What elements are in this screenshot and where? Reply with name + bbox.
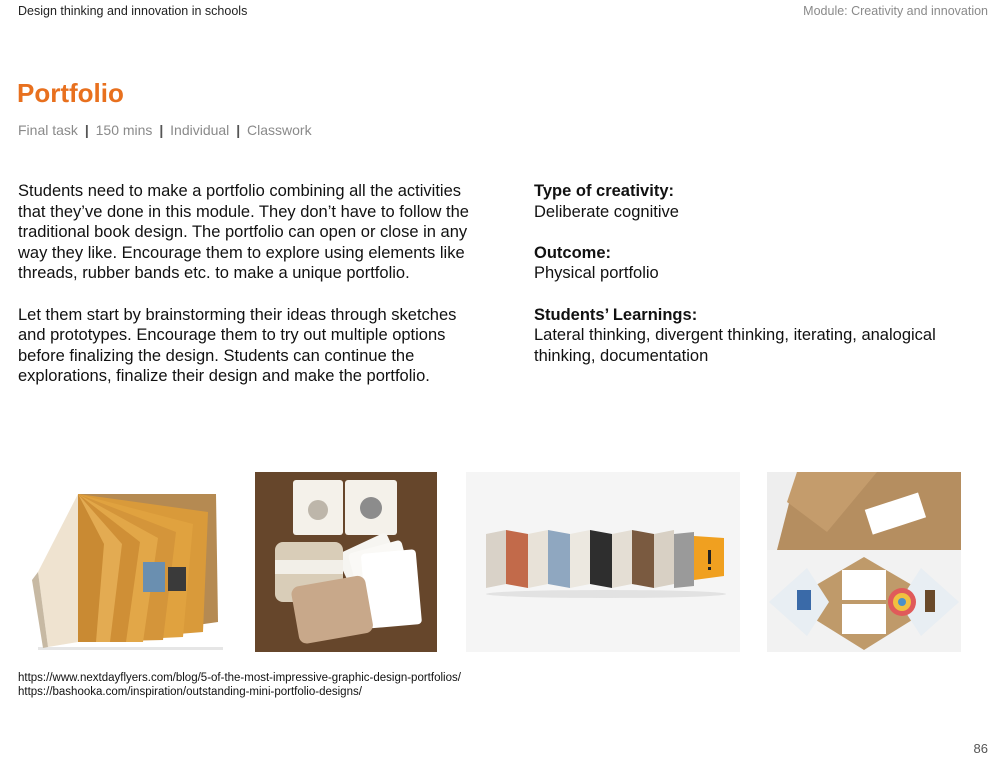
task-details	[534, 181, 984, 387]
header-course-title: Design thinking and innovation in schools	[18, 4, 248, 18]
task-description	[18, 181, 478, 408]
meta-separator: |	[159, 122, 164, 138]
detail-learnings	[534, 305, 984, 367]
detail-label: Outcome:	[534, 243, 612, 262]
meta-separator: |	[236, 122, 241, 138]
detail-label: Students’ Learnings:	[534, 305, 698, 324]
reference-link[interactable]: https://www.nextdayflyers.com/blog/5-of-the-most-impressive-graphic-design-portfolios/	[18, 672, 461, 684]
header-module-name: Module: Creativity and innovation	[803, 4, 988, 18]
photo-envelope-portfolio	[767, 472, 961, 652]
photo-card-portfolio	[255, 472, 437, 652]
meta-grouping: Individual	[170, 122, 230, 138]
task-meta	[18, 122, 312, 138]
meta-duration: 150 mins	[95, 122, 153, 138]
detail-creativity-type	[534, 181, 984, 222]
meta-separator: |	[84, 122, 89, 138]
detail-outcome	[534, 243, 984, 284]
photo-fan-portfolio	[18, 472, 226, 652]
photo-accordion-portfolio	[466, 472, 740, 652]
detail-value: Lateral thinking, divergent thinking, iterating, analogical thinking, documentation	[534, 326, 936, 365]
reference-link[interactable]: https://bashooka.com/inspiration/outstanding-mini-portfolio-designs/	[18, 686, 362, 698]
meta-task-type: Final task	[18, 122, 78, 138]
page-title: Portfolio	[17, 78, 124, 108]
meta-setting: Classwork	[247, 122, 312, 138]
description-paragraph-1: Students need to make a portfolio combining all the activities that they’ve done in this module. They don’t have to follow the traditional book design. The portfolio can open or close in any way they like. Encourage them to explore using elements like threads, rubber bands etc. to make a unique portfolio.	[18, 182, 469, 283]
page-number: 86	[973, 741, 988, 756]
detail-label: Type of creativity:	[534, 182, 674, 200]
description-paragraph-2: Let them start by brainstorming their ideas through sketches and prototypes. Encourage them to try out multiple options before finalizing the design. Students can continue the explorations, finalize their design and make the portfolio.	[18, 305, 457, 386]
detail-value: Deliberate cognitive	[534, 202, 679, 221]
reference-links	[18, 671, 461, 699]
detail-value: Physical portfolio	[534, 264, 659, 283]
